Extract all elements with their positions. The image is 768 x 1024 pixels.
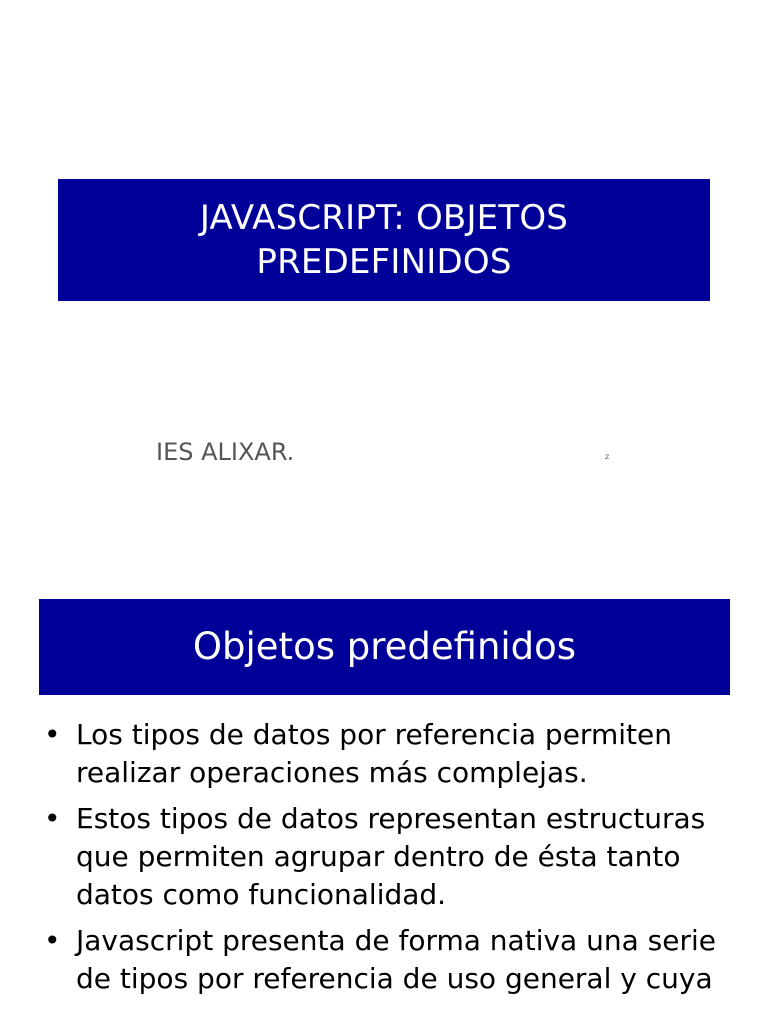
bullet-dot: • xyxy=(44,802,61,835)
slide-subtitle: IES ALIXAR. xyxy=(156,438,295,466)
list-item xyxy=(40,716,730,792)
slide-mark: z xyxy=(605,452,610,461)
bullet-dot: • xyxy=(44,924,61,957)
bullet-text: Los tipos de datos por referencia permiten realizar operaciones más complejas. xyxy=(76,718,672,789)
list-item xyxy=(40,800,730,914)
section-heading-banner xyxy=(39,599,730,695)
bullet-list xyxy=(40,716,730,1006)
bullet-dot: • xyxy=(44,718,61,751)
title-slide-banner xyxy=(58,179,710,301)
list-item xyxy=(40,922,730,998)
slide-title: JAVASCRIPT: OBJETOS PREDEFINIDOS xyxy=(199,198,569,282)
bullet-text: Javascript presenta de forma nativa una serie de tipos por referencia de uso general y cuya xyxy=(76,924,716,995)
bullet-text: Estos tipos de datos representan estructuras que permiten agrupar dentro de ésta tanto datos como funcionalidad. xyxy=(76,802,706,911)
section-heading: Objetos predefinidos xyxy=(192,625,577,668)
